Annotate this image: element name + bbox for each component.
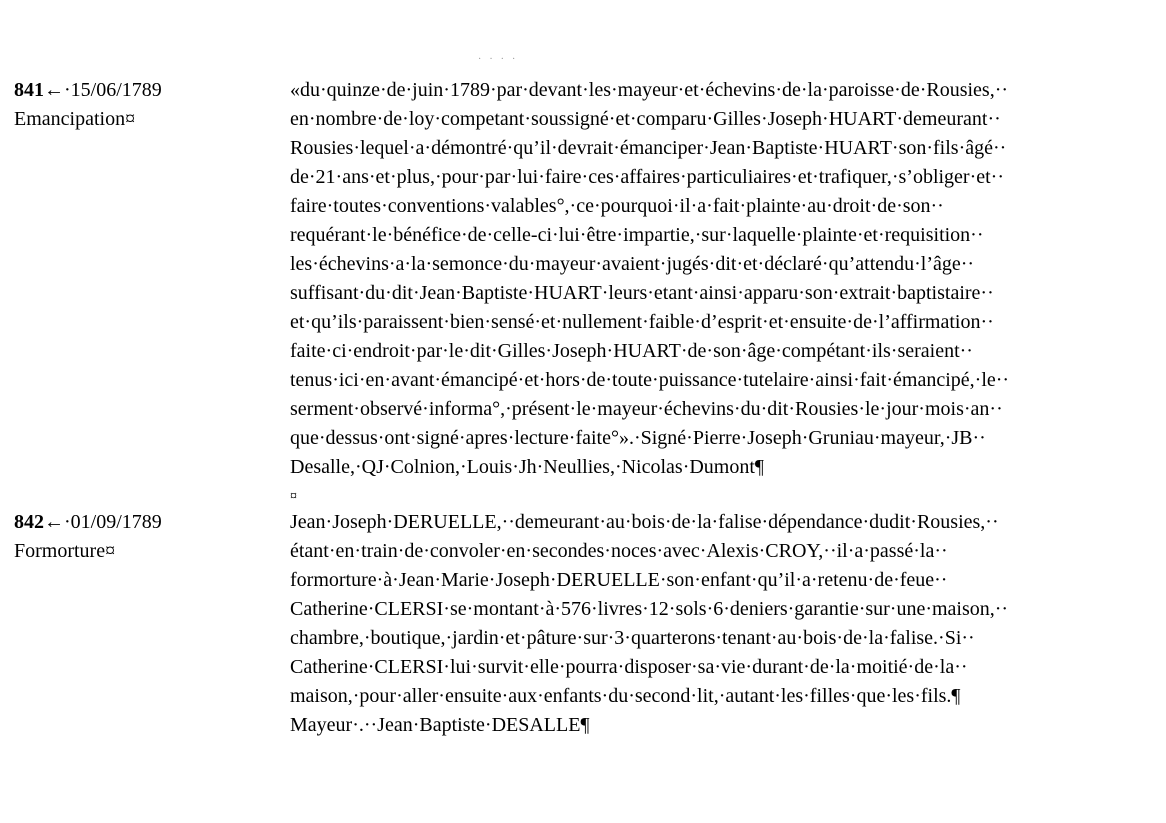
text-line: Desalle,·QJ·Colnion,·Louis·Jh·Neullies,·Nicolas·Dumont¶	[290, 456, 764, 478]
text-line: «du·quinze·de·juin·1789·par·devant·les·mayeur·et·échevins·de·la·paroisse·de·Rousies,··	[290, 79, 1009, 101]
text-line: tenus·ici·en·avant·émancipé·et·hors·de·toute·puissance·tutelaire·ainsi·fait·émancipé,·le··	[290, 369, 1010, 391]
entry-type: Emancipation¤	[14, 108, 136, 130]
entry-header	[14, 508, 264, 566]
entry-header	[14, 76, 264, 134]
entry-text	[290, 508, 1150, 740]
text-line: Catherine·CLERSI·lui·survit·elle·pourra·disposer·sa·vie·durant·de·la·moitié·de·la··	[290, 656, 968, 678]
text-line: Jean·Joseph·DERUELLE,··demeurant·au·bois·de·la·falise·dépendance·dudit·Rousies,··	[290, 511, 999, 533]
text-line: faite·ci·endroit·par·le·dit·Gilles·Joseph·HUART·de·son·âge·compétant·ils·seraient··	[290, 340, 973, 362]
text-line: Rousies·lequel·a·démontré·qu’il·devrait·émanciper·Jean·Baptiste·HUART·son·fils·âgé··	[290, 137, 1007, 159]
text-line: les·échevins·a·la·semonce·du·mayeur·avaient·jugés·dit·et·déclaré·qu’attendu·l’âge··	[290, 253, 975, 275]
tab-arrow-icon: ←·	[44, 511, 71, 533]
text-line: suffisant·du·dit·Jean·Baptiste·HUART·leurs·etant·ainsi·apparu·son·extrait·baptistaire··	[290, 282, 994, 304]
cell-end-mark: ¤	[290, 489, 297, 504]
text-line: et·qu’ils·paraissent·bien·sensé·et·nullement·faible·d’esprit·et·ensuite·de·l’affirmation··	[290, 311, 994, 333]
entry-number: 841	[14, 79, 44, 101]
text-line: formorture·à·Jean·Marie·Joseph·DERUELLE·son·enfant·qu’il·a·retenu·de·feue··	[290, 569, 948, 591]
entry-text	[290, 76, 1150, 511]
entry-date: 15/06/1789	[70, 79, 162, 101]
entry-date: 01/09/1789	[70, 511, 162, 533]
tab-arrow-icon: ←·	[44, 79, 71, 101]
entry-type: Formorture¤	[14, 540, 116, 562]
text-line: Catherine·CLERSI·se·montant·à·576·livres·12·sols·6·deniers·garantie·sur·une·maison,··	[290, 598, 1009, 620]
entry-number: 842	[14, 511, 44, 533]
text-line: serment·observé·informa°,·présent·le·mayeur·échevins·du·dit·Rousies·le·jour·mois·an··	[290, 398, 1003, 420]
top-dots: ····	[478, 54, 524, 65]
text-line: en·nombre·de·loy·competant·soussigné·et·comparu·Gilles·Joseph·HUART·demeurant··	[290, 108, 1001, 130]
text-line: faire·toutes·conventions·valables°,·ce·pourquoi·il·a·fait·plainte·au·droit·de·son··	[290, 195, 944, 217]
text-line: maison,·pour·aller·ensuite·aux·enfants·du·second·lit,·autant·les·filles·que·les·fils.¶	[290, 685, 961, 707]
text-line: Mayeur·.··Jean·Baptiste·DESALLE¶	[290, 714, 590, 736]
text-line: requérant·le·bénéfice·de·celle-ci·lui·être·impartie,·sur·laquelle·plainte·et·requisition··	[290, 224, 984, 246]
text-line: étant·en·train·de·convoler·en·secondes·noces·avec·Alexis·CROY,··il·a·passé·la··	[290, 540, 948, 562]
text-line: que·dessus·ont·signé·apres·lecture·faite°».·Signé·Pierre·Joseph·Gruniau·mayeur,·JB··	[290, 427, 986, 449]
text-line: de·21·ans·et·plus,·pour·par·lui·faire·ces·affaires·particuliaires·et·trafiquer,·s’obliger·et··	[290, 166, 1005, 188]
text-line: chambre,·boutique,·jardin·et·pâture·sur·3·quarterons·tenant·au·bois·de·la·falise.·Si··	[290, 627, 975, 649]
